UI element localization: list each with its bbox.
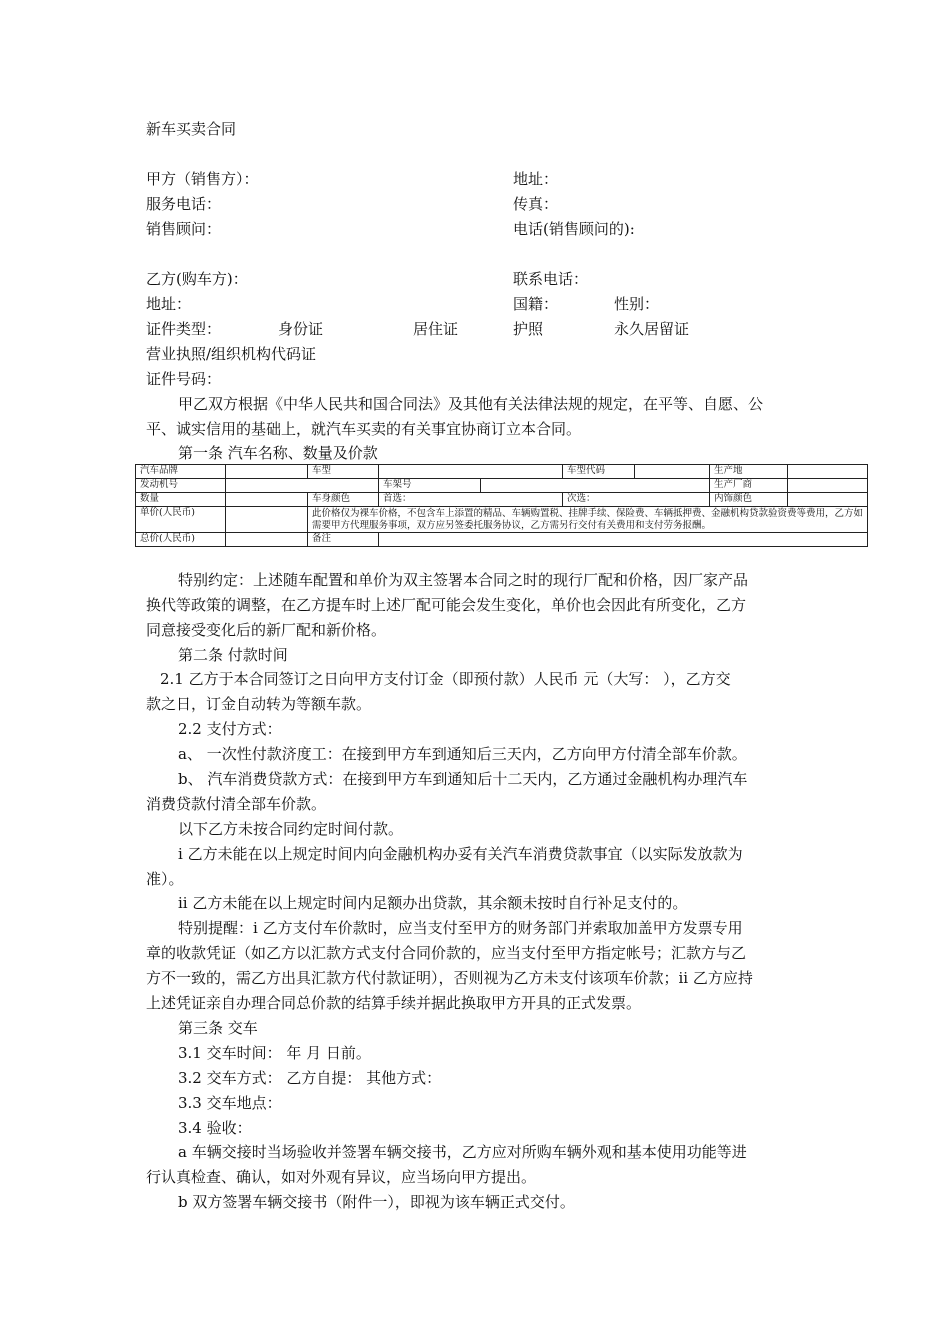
table-row — [136, 493, 868, 507]
payment-option-b-line-1: b、 汽车消费贷款方式：在接到甲方车到通知后十二天内，乙方通过金融机构办理汽车 — [178, 770, 748, 788]
service-phone-label: 服务电话： — [146, 195, 222, 213]
consultant-label: 销售顾问： — [146, 220, 222, 238]
seller-label: 甲方（销售方）： — [146, 170, 259, 188]
id-option-id-card: 身份证 — [278, 320, 324, 338]
model-code-value — [635, 465, 710, 479]
brand-label: 汽车品牌 — [136, 465, 226, 479]
article3-heading: 第三条 交车 — [178, 1019, 258, 1037]
table-row — [136, 507, 868, 533]
reminder-line-2: 章的收款凭证（如乙方以汇款方式支付合同价款的，应当支付至甲方指定帐号；汇款方与乙 — [146, 944, 747, 962]
remarks-value — [379, 533, 868, 547]
quantity-value — [226, 493, 308, 507]
price-note: 此价格仅为裸车价格，不包含车上添置的精品、车辆购置税、挂牌手续、保险费、车辆抵押费、金融机构贷款验资费等费用，乙方如需要甲方代理服务事项，双方应另签委托服务协议，乙方需另行交付有关费用和支付劳务报酬。 — [308, 507, 868, 533]
second-choice-label: 次选： — [563, 493, 710, 507]
unit-price-label: 单价(人民币) — [136, 507, 226, 533]
special-agreement-line-3: 同意接受变化后的新厂配和新价格。 — [146, 621, 387, 639]
manufacturer-value — [788, 479, 868, 493]
id-option-passport: 护照 — [513, 320, 544, 338]
fax-label: 传真： — [513, 195, 559, 213]
id-type-label: 证件类型： — [146, 320, 222, 338]
nationality-label: 国籍： — [513, 295, 559, 313]
clause-3-1: 3.1 交车时间： 年 月 日前。 — [178, 1044, 371, 1062]
late-payment-intro: 以下乙方未按合同约定时间付款。 — [178, 820, 404, 838]
contact-phone-label: 联系电话： — [513, 270, 589, 288]
payment-option-b-line-2: 消费贷款付清全部车价款。 — [146, 795, 327, 813]
table-row — [136, 465, 868, 479]
clause-2-1-line-1: 2.1 乙方于本合同签订之日向甲方支付订金（即预付款）人民币 元（大写： ），乙方交 — [160, 670, 731, 688]
document-title: 新车买卖合同 — [146, 120, 237, 138]
model-code-label: 车型代码 — [563, 465, 635, 479]
consultant-phone-label: 电话(销售顾问的): — [513, 220, 635, 238]
special-agreement-line-1: 特别约定：上述随车配置和单价为双主签署本合同之时的现行厂配和价格，因厂家产品 — [178, 571, 749, 589]
manufacturer-label: 生产厂商 — [710, 479, 788, 493]
intro-line-2: 平、诚实信用的基础上，就汽车买卖的有关事宜协商订立本合同。 — [146, 420, 582, 438]
late-payment-i-line-2: 准）。 — [146, 870, 184, 888]
intro-line-1: 甲乙双方根据《中华人民共和国合同法》及其他有关法律法规的规定，在平等、自愿、公 — [178, 395, 764, 413]
vehicle-info-table — [135, 464, 868, 547]
inspection-b: b 双方签署车辆交接书（附件一），即视为该车辆正式交付。 — [178, 1193, 575, 1211]
inspection-a-line-2: 行认真检查、确认，如对外观有异议，应当场向甲方提出。 — [146, 1168, 537, 1186]
buyer-address-label: 地址： — [146, 295, 192, 313]
clause-2-2: 2.2 支付方式： — [178, 720, 282, 738]
seller-address-label: 地址： — [513, 170, 559, 188]
engine-no-label: 发动机号 — [136, 479, 226, 493]
inspection-a-line-1: a 车辆交接时当场验收并签署车辆交接书，乙方应对所购车辆外观和基本使用功能等进 — [178, 1143, 747, 1161]
remarks-label: 备注 — [308, 533, 379, 547]
reminder-line-1: 特别提醒：i 乙方支付车价款时，应当支付至甲方的财务部门并索取加盖甲方发票专用 — [178, 919, 743, 937]
model-value — [379, 465, 563, 479]
clause-3-3: 3.3 交车地点： — [178, 1094, 282, 1112]
article2-heading: 第二条 付款时间 — [178, 646, 288, 664]
id-option-permanent-residence: 永久居留证 — [614, 320, 690, 338]
vin-label: 车架号 — [379, 479, 481, 493]
article1-heading: 第一条 汽车名称、数量及价款 — [178, 444, 378, 462]
clause-3-4: 3.4 验收： — [178, 1119, 252, 1137]
brand-value — [226, 465, 308, 479]
engine-no-value — [226, 479, 379, 493]
unit-price-value — [226, 507, 308, 533]
reminder-line-3: 方不一致的，需乙方出具汇款方代付款证明），否则视为乙方未支付该项车价款；ii 乙方应持 — [146, 969, 753, 987]
table-row — [136, 533, 868, 547]
buyer-label: 乙方(购车方)： — [146, 270, 248, 288]
quantity-label: 数量 — [136, 493, 226, 507]
interior-color-label: 内饰颜色 — [710, 493, 788, 507]
id-option-residence-permit: 居住证 — [413, 320, 459, 338]
payment-option-a: a、 一次性付款济度工：在接到甲方车到通知后三天内，乙方向甲方付清全部车价款。 — [178, 745, 747, 763]
reminder-line-4: 上述凭证亲自办理合同总价款的结算手续并据此换取甲方开具的正式发票。 — [146, 994, 642, 1012]
origin-value — [788, 465, 868, 479]
special-agreement-line-2: 换代等政策的调整，在乙方提车时上述厂配可能会发生变化，单价也会因此有所变化，乙方 — [146, 596, 747, 614]
total-price-value — [226, 533, 308, 547]
first-choice-label: 首选： — [379, 493, 563, 507]
clause-2-1-line-2: 款之日，订金自动转为等额车款。 — [146, 695, 372, 713]
vin-value — [481, 479, 710, 493]
body-color-label: 车身颜色 — [308, 493, 379, 507]
total-price-label: 总价(人民币) — [136, 533, 226, 547]
id-number-label: 证件号码： — [146, 370, 222, 388]
interior-color-value — [788, 493, 868, 507]
gender-label: 性别： — [614, 295, 660, 313]
origin-label: 生产地 — [710, 465, 788, 479]
late-payment-i-line-1: i 乙方未能在以上规定时间内向金融机构办妥有关汽车消费贷款事宜（以实际发放款为 — [178, 845, 743, 863]
model-label: 车型 — [308, 465, 379, 479]
table-row — [136, 479, 868, 493]
clause-3-2: 3.2 交车方式： 乙方自提： 其他方式： — [178, 1069, 442, 1087]
id-option-business-license: 营业执照/组织机构代码证 — [146, 345, 317, 363]
late-payment-ii: ii 乙方未能在以上规定时间内足额办出贷款，其余额未按时自行补足支付的。 — [178, 894, 688, 912]
